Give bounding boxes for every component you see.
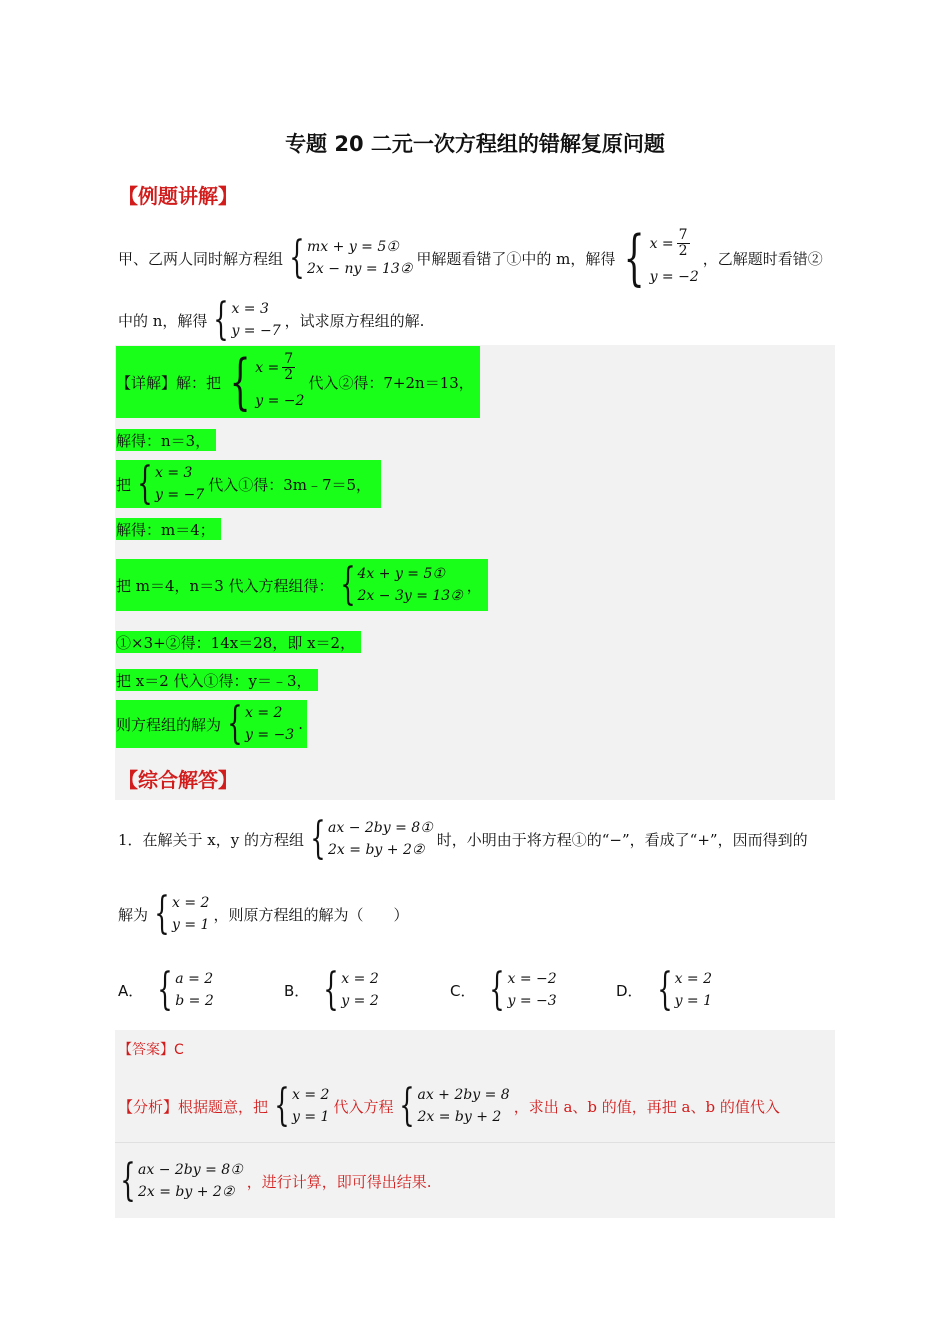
solution-system: { x = $\frac{7}{2}$ y = −2 [623,223,699,293]
solution-system: { x = 3 y = −7 [213,294,281,345]
example-text: ，乙解题时看错② [702,249,823,268]
option-c[interactable]: C． { x = −2 y = −3 [450,964,557,1015]
question-1-line-2: 解为 { x = 2 y = 1 ，则原方程组的解为（ ） [118,888,409,939]
detail-line-6: ①×3+②得：14x＝28，即 x＝2， [116,631,361,653]
option-label: D． [616,981,643,1000]
example-line-1 [118,223,823,293]
detail-line-4: 解得：m＝4； [116,518,221,540]
equation-system: { mx + y = 5① 2x − ny = 13② [289,232,413,283]
section-example-heading: 【例题讲解】 [118,184,238,208]
detail-line-8: 则方程组的解为 { x = 2 y = −3 . [116,700,307,748]
option-label: B． [284,981,310,1000]
page-title: 专题 20 二元一次方程组的错解复原问题 [285,132,665,156]
answer-label: 【答案】C [118,1042,184,1058]
option-b[interactable]: B． { x = 2 y = 2 [284,964,379,1015]
divider [115,1142,835,1143]
option-a[interactable]: A． { a = 2 b = 2 [118,964,214,1015]
option-label: C． [450,981,476,1000]
detail-line-5: 把 m＝4，n＝3 代入方程组得： { 4x + y = 5① 2x − 3y = 13② ， [116,559,488,611]
analysis-line-1: 【分析】根据题意，把 { x = 2 y = 1 代入方程 { ax + 2by = 8 2x = by + 2 ，求出 a、b 的值，再把 a、b 的值代入 [118,1080,780,1131]
detail-line-2: 解得：n＝3， [116,429,216,451]
analysis-line-2: { ax − 2by = 8① 2x = by + 2② ，进行计算，即可得出结果. [120,1155,432,1206]
example-line-2: 中的 n，解得 { x = 3 y = −7 ，试求原方程组的解. [118,294,425,345]
detail-line-7: 把 x＝2 代入①得：y＝﹣3， [116,669,318,691]
example-text: 甲解题看错了①中的 m，解得 [416,249,616,268]
detail-line-3: 把 { x = 3 y = −7 代入①得：3m﹣7＝5， [116,460,381,508]
detail-line-1: 【详解】解：把 { x = $\frac{7}{2}$ y = −2 代入②得：7+2n＝13， [116,346,480,418]
option-d[interactable]: D． { x = 2 y = 1 [616,964,713,1015]
section-combined-heading: 【综合解答】 [118,768,238,792]
example-text: 甲、乙两人同时解方程组 [118,249,284,268]
option-label: A． [118,981,144,1000]
question-1-line-1: 1．在解关于 x，y 的方程组 { ax − 2by = 8① 2x = by + 2② 时，小明由于将方程①的“−”，看成了“+”，因而得到的 [118,813,808,864]
